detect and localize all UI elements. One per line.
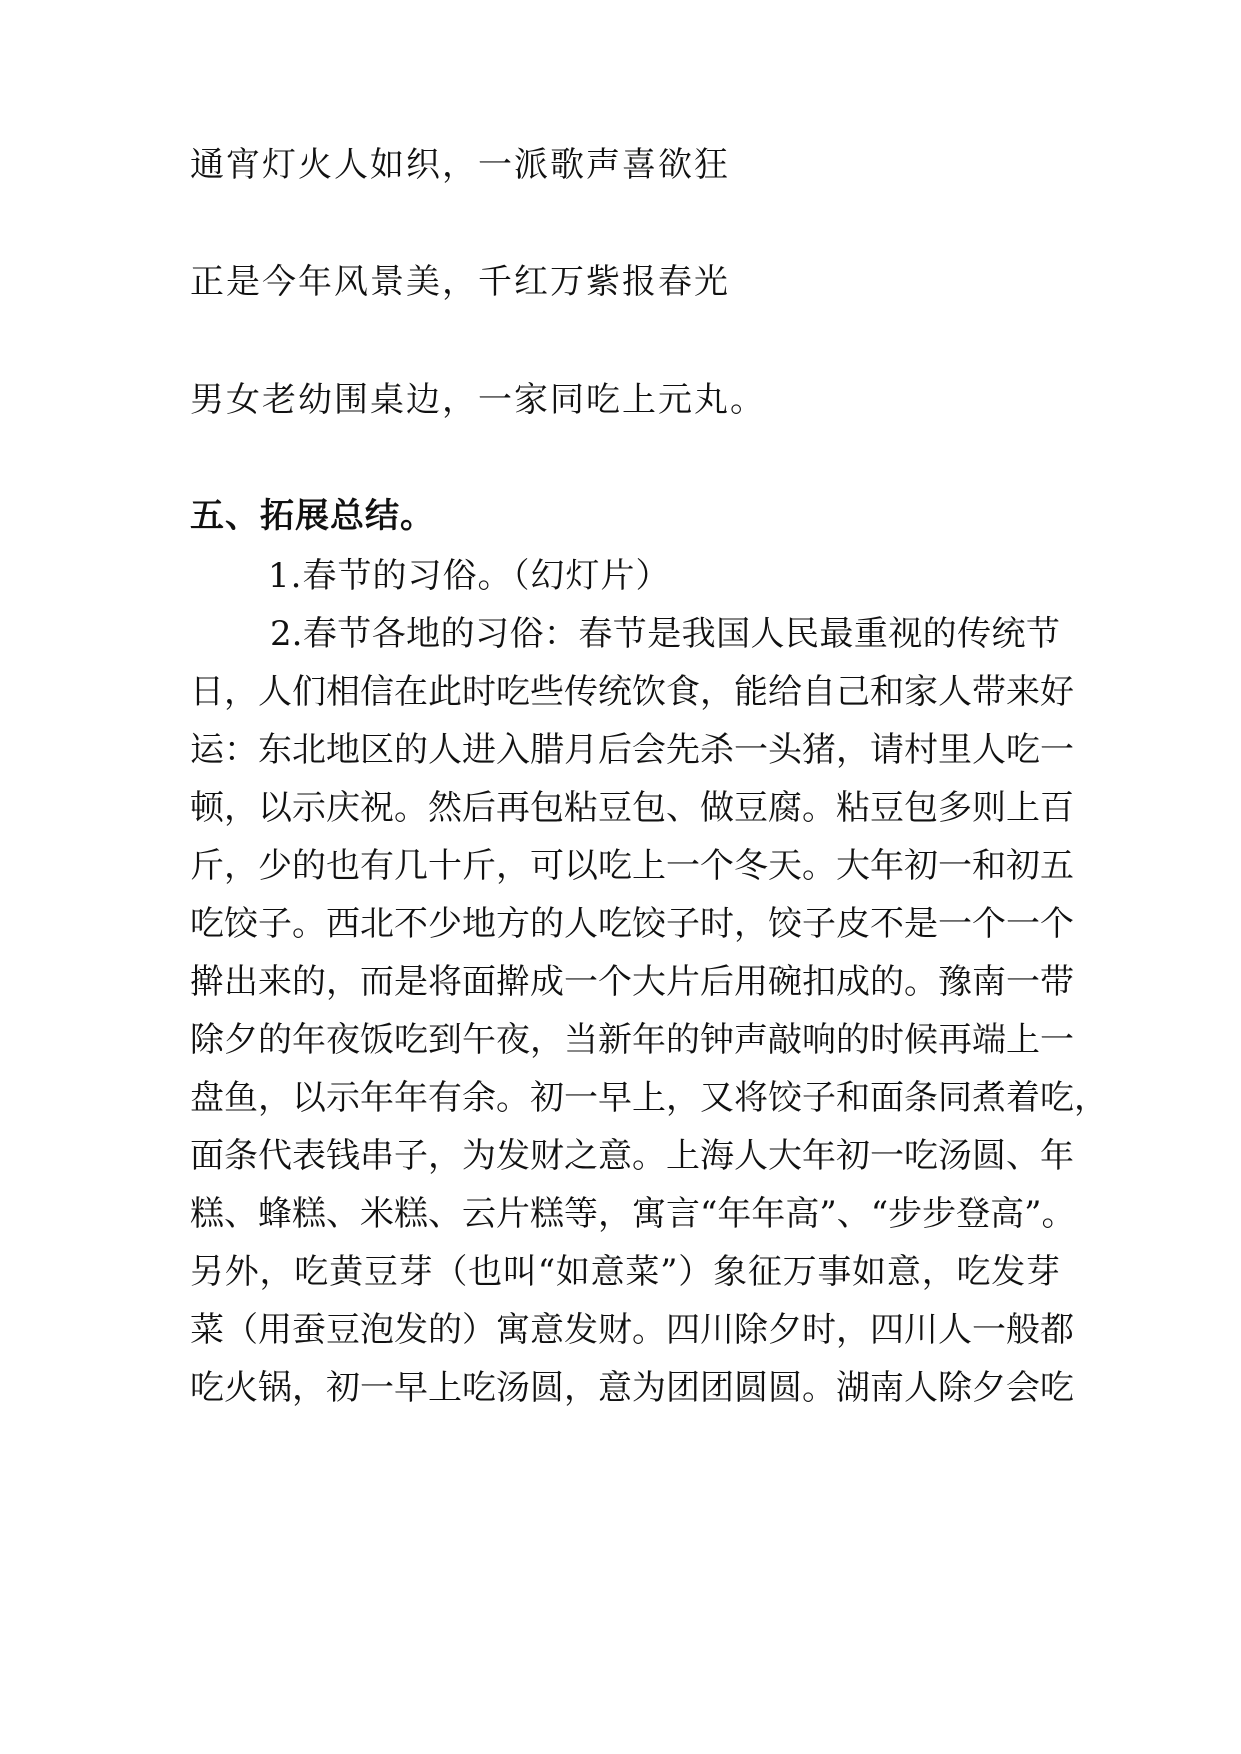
paragraph-line: 另外，吃黄豆芽（也叫“如意菜”）象征万事如意，吃发芽 <box>190 1252 1060 1292</box>
paragraph-line: 除夕的年夜饭吃到午夜，当新年的钟声敲响的时候再端上一 <box>190 1020 1074 1060</box>
section-heading: 五、拓展总结。 <box>190 496 435 536</box>
poem-line-3: 男女老幼围桌边，一家同吃上元丸。 <box>190 380 766 420</box>
paragraph-line: 面条代表钱串子，为发财之意。上海人大年初一吃汤圆、年 <box>190 1136 1074 1176</box>
paragraph-line: 盘鱼，以示年年有余。初一早上，又将饺子和面条同煮着吃， <box>190 1078 1108 1118</box>
paragraph-line: 吃饺子。西北不少地方的人吃饺子时，饺子皮不是一个一个 <box>190 904 1074 944</box>
paragraph-line: 运：东北地区的人进入腊月后会先杀一头猪，请村里人吃一 <box>190 730 1074 770</box>
paragraph-line: 顿，以示庆祝。然后再包粘豆包、做豆腐。粘豆包多则上百 <box>190 788 1074 828</box>
list-item-1: 1.春节的习俗。（幻灯片） <box>268 556 671 596</box>
paragraph-line: 斤，少的也有几十斤，可以吃上一个冬天。大年初一和初五 <box>190 846 1074 886</box>
paragraph-line: 糕、蜂糕、米糕、云片糕等，寓言“年年高”、“步步登高”。 <box>190 1194 1076 1234</box>
paragraph-line: 吃火锅，初一早上吃汤圆，意为团团圆圆。湖南人除夕会吃 <box>190 1368 1074 1408</box>
poem-line-2: 正是今年风景美，千红万紫报春光 <box>190 262 730 302</box>
paragraph-line: 日，人们相信在此时吃些传统饮食，能给自己和家人带来好 <box>190 672 1074 712</box>
poem-line-1: 通宵灯火人如织，一派歌声喜欲狂 <box>190 145 730 185</box>
paragraph-line: 擀出来的，而是将面擀成一个大片后用碗扣成的。豫南一带 <box>190 962 1074 1002</box>
paragraph-line: 菜（用蚕豆泡发的）寓意发财。四川除夕时，四川人一般都 <box>190 1310 1074 1350</box>
paragraph-line: 2.春节各地的习俗：春节是我国人民最重视的传统节 <box>270 614 1060 654</box>
